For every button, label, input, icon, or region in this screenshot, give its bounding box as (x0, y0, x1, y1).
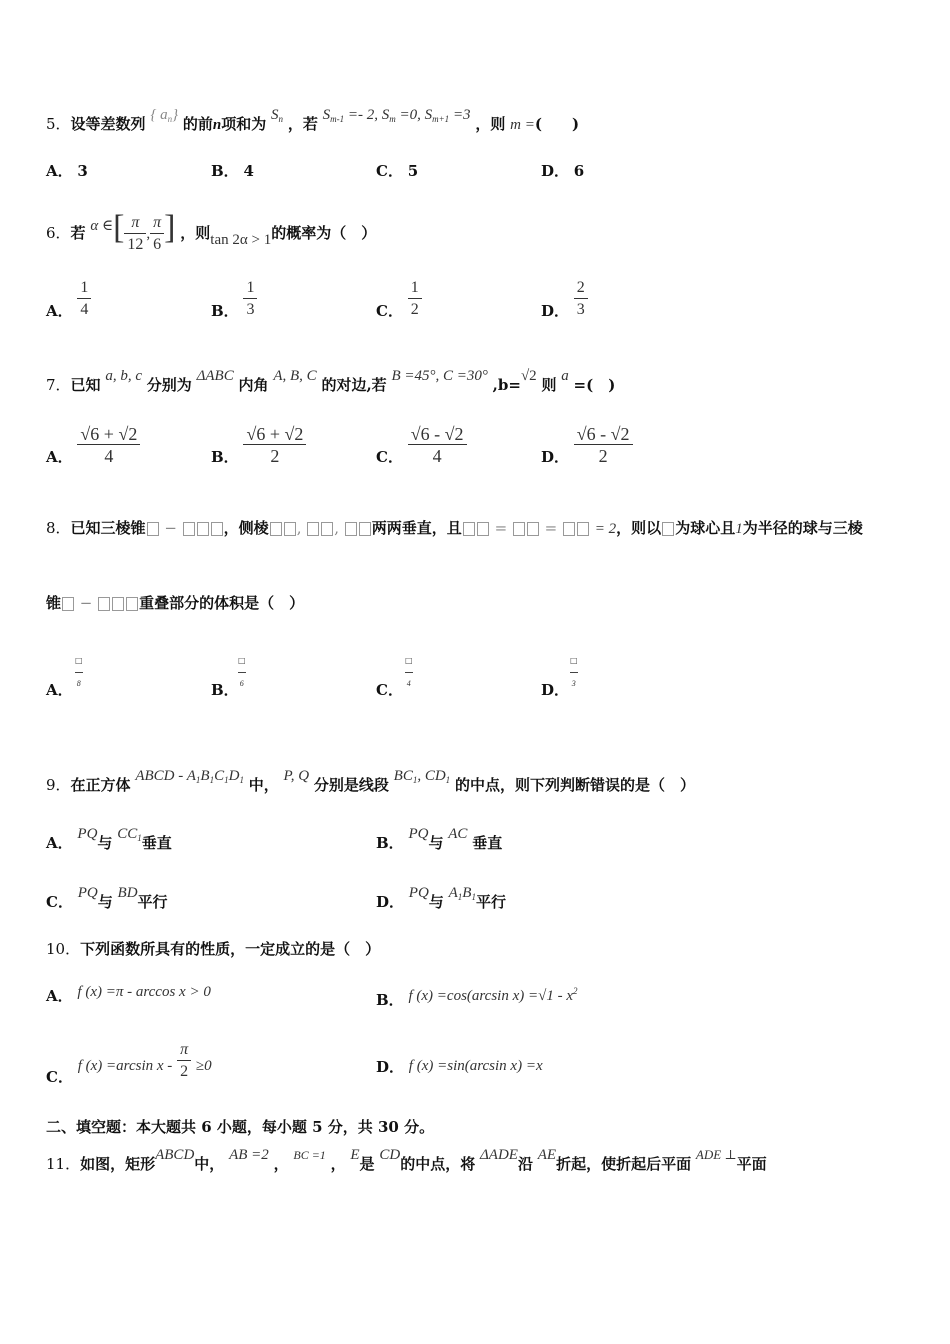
q6-option-a[interactable]: A． $\frac{1}{4}$ (46, 278, 91, 321)
q8-edges-placeholder: , , (269, 519, 372, 537)
q11-comma-1: ， (273, 1155, 289, 1173)
q10-number: 10． (46, 940, 81, 958)
q8-text-8: 重叠部分的体积是（ ） (139, 594, 305, 612)
question-9 (46, 768, 910, 801)
q11-text-3: 是 (359, 1155, 375, 1173)
q6-text-3: 的概率为（ ） (271, 224, 377, 242)
q6-option-b[interactable]: B． $\frac{1}{3}$ (211, 278, 257, 321)
q6-number: 6． (46, 224, 71, 242)
q6-alpha-in: α ∈ (90, 218, 114, 234)
q11-text-2: 中， (194, 1155, 225, 1173)
q11-triangle: ΔADE (479, 1147, 518, 1163)
q11-cd: CD (379, 1147, 401, 1163)
question-5 (46, 107, 910, 140)
q8-text-2: ，侧棱 (223, 519, 269, 537)
q5-sequence: { $a_n$} (150, 107, 179, 124)
q8-text-7: 锥 (46, 594, 62, 612)
q11-text-1: 如图，矩形 (80, 1155, 156, 1173)
q7-triangle: ΔABC (196, 368, 234, 384)
q11-ae: AE (537, 1147, 557, 1163)
q5-option-a[interactable]: A． 3 (46, 162, 88, 180)
q6-option-d[interactable]: D． $\frac{2}{3}$ (541, 278, 588, 321)
q7-option-d[interactable]: D． $\frac{√6 - √2}{2}$ (541, 424, 633, 467)
question-8 (46, 517, 910, 540)
q9-segments: $BC_1$, $CD_1$ (393, 768, 451, 785)
q5-text-5: ，则 (475, 115, 506, 133)
q11-bc: BC =1 (293, 1148, 326, 1162)
q6-option-c[interactable]: C． $\frac{1}{2}$ (376, 278, 422, 321)
q6-bracket-open: [ (113, 209, 125, 246)
q8-text-1: 已知三棱锥 (70, 519, 146, 537)
q5-text-2: 的前 (182, 115, 213, 133)
q9-cube: ABCD - $A_1B_1C_1D_1$ (135, 768, 244, 785)
question-10 (46, 938, 910, 960)
q11-number: 11． (46, 1155, 81, 1173)
q6-bracket-close: ] (164, 209, 176, 246)
q9-pq: P, Q (283, 768, 310, 784)
q10-option-c[interactable]: C． f (x) =arcsin x - $\frac{\pi}{2}$ ≥0 (46, 1041, 212, 1086)
q8-center-placeholder (662, 522, 674, 536)
q9-text-2: 中， (248, 776, 279, 794)
q8-option-d[interactable]: D． □ 3 (541, 650, 569, 672)
q8-option-a[interactable]: A． □ 8 (46, 650, 73, 672)
q5-text-1: 设等差数列 (70, 115, 146, 133)
q6-text-1: 若 (70, 224, 86, 242)
q9-text-1: 在正方体 (70, 776, 131, 794)
q11-rect: ABCD (155, 1147, 195, 1163)
q11-text-4: 的中点，将 (400, 1155, 476, 1173)
q7-text-1: 已知 (70, 376, 101, 394)
q7-text-4: 的对边,若 (321, 376, 387, 394)
q7-a: a (561, 368, 569, 384)
q8-lengths-placeholder: = = = 2 (462, 519, 616, 537)
q7-text-7: =( ) (573, 376, 616, 394)
q11-text-5: 沿 (517, 1155, 533, 1173)
q7-text-2: 分别为 (146, 376, 192, 394)
q5-option-b[interactable]: B． 4 (211, 162, 254, 180)
q9-option-b[interactable]: B． PQ与 AC 垂直 (376, 826, 503, 852)
q8-text-6: 为半径的球与三棱 (742, 519, 863, 537)
q5-text-3: 项和为 (221, 115, 267, 133)
q11-ab: AB =2 (229, 1147, 269, 1163)
q10-text: 下列函数所具有的性质，一定成立的是（ ） (80, 940, 381, 958)
q10-option-b[interactable]: B． f (x) =cos(arcsin $x) =√1 - x^2$ (376, 986, 578, 1009)
section-2-heading (46, 1116, 910, 1138)
q5-paren: ( ) (534, 115, 580, 133)
q8-pyramid-placeholder: − (146, 519, 224, 537)
q7-text-3: 内角 (238, 376, 269, 394)
question-8-line-2 (46, 592, 910, 614)
q5-number: 5． (46, 115, 71, 133)
q7-text-5: ,b= (492, 376, 521, 394)
question-6 (46, 200, 910, 262)
q9-option-a[interactable]: A． PQ与 $CC_1$垂直 (46, 826, 172, 852)
q8-number: 8． (46, 519, 71, 537)
q6-comma: , (146, 226, 151, 242)
q5-condition: $S_{m-1} =- 2$, $S_m =0$, $S_{m+1} =3$ (322, 107, 471, 124)
q6-frac-1: $\frac{\pi}{12}$ (124, 213, 146, 256)
q7-option-a[interactable]: A． $\frac{√6 + √2}{4}$ (46, 424, 140, 467)
q5-n: n (212, 117, 222, 133)
q6-text-2: ，则 (180, 224, 211, 242)
q7-text-6: 则 (541, 376, 557, 394)
q11-e: E (350, 1147, 360, 1163)
q7-condition: B =45°, C =30° (391, 368, 488, 384)
q8-option-b[interactable]: B． □ 6 (211, 650, 239, 672)
q5-text-4: ，若 (287, 115, 318, 133)
q8-text-3: 两两垂直，且 (371, 519, 462, 537)
q7-abc: a, b, c (105, 368, 143, 384)
q10-option-a[interactable]: A． f (x) =π - arccos x > 0 (46, 984, 211, 1005)
section-2-title: 二、填空题：本大题共 6 小题，每小题 5 分，共 30 分。 (46, 1118, 435, 1136)
q8-text-4: ，则以 (616, 519, 662, 537)
q7-option-c[interactable]: C． $\frac{√6 - √2}{4}$ (376, 424, 467, 467)
q8-option-c[interactable]: C． □ 4 (376, 650, 403, 672)
q9-number: 9． (46, 776, 71, 794)
q5-sum-symbol: $S_n$ (271, 107, 284, 124)
q5-m-equals: m = (510, 117, 535, 133)
q7-option-b[interactable]: B． $\frac{√6 + √2}{2}$ (211, 424, 306, 467)
q8-one: 1 (735, 521, 743, 537)
q9-text-3: 分别是线段 (313, 776, 389, 794)
q11-text-6: 折起，使折起后平面 (556, 1155, 692, 1173)
q9-option-d[interactable]: D． PQ与 $A_1B_1$平行 (376, 885, 506, 911)
question-7 (46, 368, 910, 397)
q6-expression: tan 2α > 1 (210, 232, 272, 248)
q11-plane: ADE ⊥ (695, 1147, 737, 1162)
q9-option-c[interactable]: C． PQ与 BD平行 (46, 885, 168, 911)
q5-option-d[interactable]: D． 6 (541, 162, 585, 180)
q11-text-7: 平面 (736, 1155, 767, 1173)
q8-pyramid-placeholder-2: − (61, 594, 139, 612)
q6-frac-2: $\frac{\pi}{6}$ (150, 213, 164, 256)
q7-b-value: √2 (520, 368, 537, 384)
q9-text-4: 的中点，则下列判断错误的是（ ） (454, 776, 695, 794)
q10-option-d[interactable]: D． f (x) =sin(arcsin x) =x (376, 1058, 543, 1076)
q5-option-c[interactable]: C． 5 (376, 162, 419, 180)
q11-comma-2: ， (330, 1155, 346, 1173)
q7-angles: A, B, C (273, 368, 317, 384)
q8-text-5: 为球心且 (675, 519, 736, 537)
q7-number: 7． (46, 376, 71, 394)
question-11 (46, 1147, 910, 1176)
